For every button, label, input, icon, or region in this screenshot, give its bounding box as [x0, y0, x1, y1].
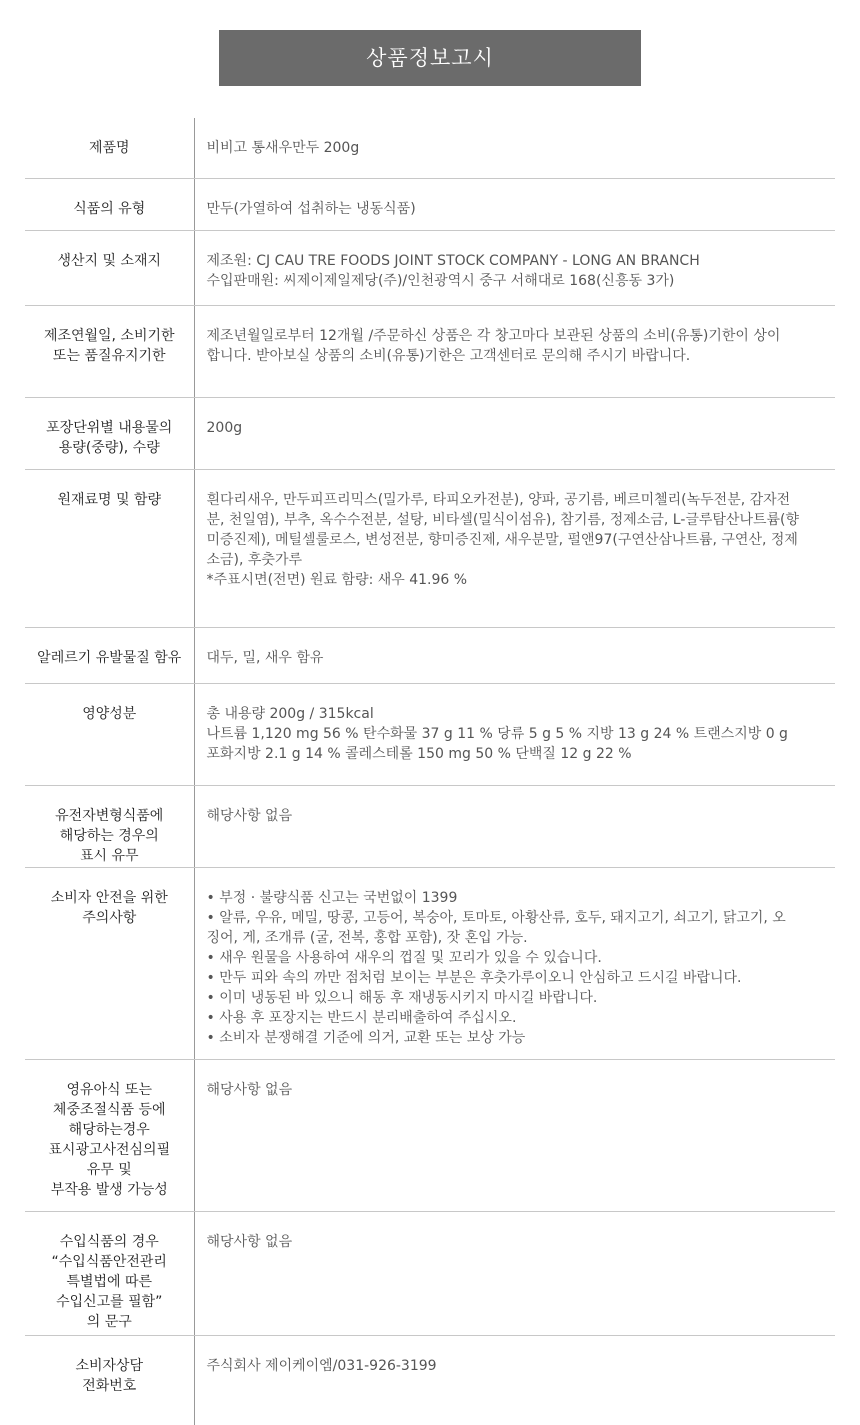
row-value-line: *주표시면(전면) 원료 함량: 새우 41.96 %: [206, 571, 468, 588]
row-value: [194, 305, 835, 397]
product-name-row: [25, 118, 835, 178]
row-label-line: 소비자 안전을 위한: [50, 889, 168, 906]
safety-notice-row: [25, 867, 835, 1059]
row-label: [25, 1335, 194, 1425]
row-value-line: 수입판매원: 씨제이제일제당(주)/인천광역시 중구 서해대로 168(신흥동 3가): [206, 272, 675, 289]
row-label-line: 주의사항: [82, 909, 137, 926]
consumer-contact-row: [25, 1335, 835, 1425]
row-value-line: 흰다리새우, 만두피프리믹스(밀가루, 타피오카전분), 양파, 공기름, 베르미첼리(녹두전분, 감자전: [206, 491, 791, 508]
row-label-line: 수입신고를 필함”: [56, 1293, 163, 1310]
row-label-line: 전화번호: [82, 1377, 137, 1394]
row-label-line: “수입식품안전관리: [51, 1253, 167, 1270]
product-info-table: [25, 118, 835, 1425]
row-label-line: 표시 유무: [79, 847, 139, 864]
row-label-line: 해당하는경우: [68, 1121, 150, 1138]
row-value: [194, 867, 835, 1059]
row-label: [25, 178, 194, 230]
row-label-line: 유무 및: [86, 1161, 132, 1178]
row-label: [25, 683, 194, 785]
row-label-line: 용량(중량), 수량: [58, 439, 160, 456]
row-label-line: 제조연월일, 소비기한: [43, 327, 175, 344]
row-label-line: 의 문구: [86, 1313, 132, 1330]
row-value-line: 제조원: CJ CAU TRE FOODS JOINT STOCK COMPANY - LONG AN BRANCH: [206, 252, 700, 269]
row-label: [25, 627, 194, 683]
row-label-line: 제품명: [88, 140, 130, 156]
row-label-line: 특별법에 따른: [66, 1273, 153, 1290]
row-value-line: 대두, 밀, 새우 함유: [206, 649, 324, 666]
row-value-line: 해당사항 없음: [206, 807, 293, 824]
row-label: [25, 397, 194, 469]
row-label: [25, 305, 194, 397]
row-value: [194, 785, 835, 867]
imported-food-row: [25, 1211, 835, 1335]
row-value: [194, 118, 835, 178]
row-value: [194, 1059, 835, 1211]
row-label-line: 영양성분: [82, 705, 137, 722]
row-label: [25, 785, 194, 867]
row-label-line: 알레르기 유발물질 함유: [37, 649, 182, 666]
row-value-line: 소금), 후춧가루: [206, 551, 303, 568]
food-type-row: [25, 178, 835, 230]
row-value-line: 포화지방 2.1 g 14 % 콜레스테롤 150 mg 50 % 단백질 12 g 22 %: [206, 745, 632, 762]
row-value-line: 나트륨 1,120 mg 56 % 탄수화물 37 g 11 % 당류 5 g 5 % 지방 13 g 24 % 트랜스지방 0 g: [206, 725, 788, 742]
row-label: [25, 118, 194, 178]
nutrition-row: [25, 683, 835, 785]
row-value-line: • 부정 · 불량식품 신고는 국번없이 1399: [206, 889, 458, 906]
row-label-line: 유전자변형식품에: [55, 807, 164, 824]
row-label-line: 소비자상담: [75, 1357, 144, 1374]
row-value-line: 총 내용량 200g / 315kcal: [206, 705, 374, 722]
origin-row: [25, 230, 835, 305]
row-value: [194, 469, 835, 627]
row-label: [25, 230, 194, 305]
ingredients-row: [25, 469, 835, 627]
gmo-row: [25, 785, 835, 867]
row-value-line: 해당사항 없음: [206, 1081, 293, 1098]
row-label-line: 영유아식 또는: [66, 1081, 153, 1098]
row-value: [194, 397, 835, 469]
row-value-line: 징어, 게, 조개류 (굴, 전복, 홍합 포함), 잣 혼입 가능.: [206, 929, 528, 946]
row-value-line: • 사용 후 포장지는 반드시 분리배출하여 주십시오.: [206, 1009, 517, 1026]
page-title: 상품정보고시: [219, 30, 641, 86]
row-label-line: 수입식품의 경우: [59, 1233, 159, 1250]
row-value-line: 비비고 통새우만두 200g: [206, 140, 360, 156]
row-value-line: 미증진제), 메틸셀룰로스, 변성전분, 향미증진제, 새우분말, 펄앤97(구연산삼나트륨, 구연산, 정제: [206, 531, 798, 548]
row-label-line: 또는 품질유지기한: [52, 347, 166, 364]
row-value-line: 만두(가열하여 섭취하는 냉동식품): [206, 200, 416, 217]
row-label-line: 부작용 발생 가능성: [50, 1181, 168, 1198]
infant-food-row: [25, 1059, 835, 1211]
row-value-line: • 만두 피와 속의 까만 점처럼 보이는 부분은 후춧가루이오니 안심하고 드시길 바랍니다.: [206, 969, 742, 986]
product-info-table-body: [25, 118, 835, 1425]
row-value-line: • 이미 냉동된 바 있으니 해동 후 재냉동시키지 마시길 바랍니다.: [206, 989, 598, 1006]
row-value-line: 제조년월일로부터 12개월 /주문하신 상품은 각 창고마다 보관된 상품의 소비(유통)기한이 상이: [206, 327, 781, 344]
row-label-line: 체중조절식품 등에: [52, 1101, 166, 1118]
expiry-row: [25, 305, 835, 397]
row-value-line: 200g: [206, 419, 243, 436]
row-value-line: • 알류, 우유, 메밀, 땅콩, 고등어, 복숭아, 토마토, 아황산류, 호두, 돼지고기, 쇠고기, 닭고기, 오: [206, 909, 786, 926]
row-label-line: 포장단위별 내용물의: [46, 419, 173, 436]
row-value-line: 합니다. 받아보실 상품의 소비(유통)기한은 고객센터로 문의해 주시기 바랍니다.: [206, 347, 691, 364]
row-label-line: 식품의 유형: [73, 200, 146, 217]
row-value: [194, 683, 835, 785]
row-value-line: 주식회사 제이케이엠/031-926-3199: [206, 1357, 437, 1374]
row-value-line: • 소비자 분쟁해결 기준에 의거, 교환 또는 보상 가능: [206, 1029, 526, 1046]
row-label-line: 생산지 및 소재지: [57, 252, 162, 269]
row-value: [194, 230, 835, 305]
row-value: [194, 178, 835, 230]
row-label: [25, 1211, 194, 1335]
row-label-line: 표시광고사전심의필: [48, 1141, 171, 1158]
row-value: [194, 1335, 835, 1425]
row-label-line: 해당하는 경우의: [59, 827, 159, 844]
row-label: [25, 469, 194, 627]
row-label: [25, 867, 194, 1059]
row-label-line: 원재료명 및 함량: [57, 491, 162, 508]
capacity-row: [25, 397, 835, 469]
row-value-line: • 새우 원물을 사용하여 새우의 껍질 및 꼬리가 있을 수 있습니다.: [206, 949, 602, 966]
allergen-row: [25, 627, 835, 683]
row-value-line: 해당사항 없음: [206, 1233, 293, 1250]
row-value: [194, 1211, 835, 1335]
row-value: [194, 627, 835, 683]
row-label: [25, 1059, 194, 1211]
row-value-line: 분, 천일염), 부추, 옥수수전분, 설탕, 비타셀(밀식이섬유), 참기름, 정제소금, L-글루탐산나트륨(향: [206, 511, 800, 528]
